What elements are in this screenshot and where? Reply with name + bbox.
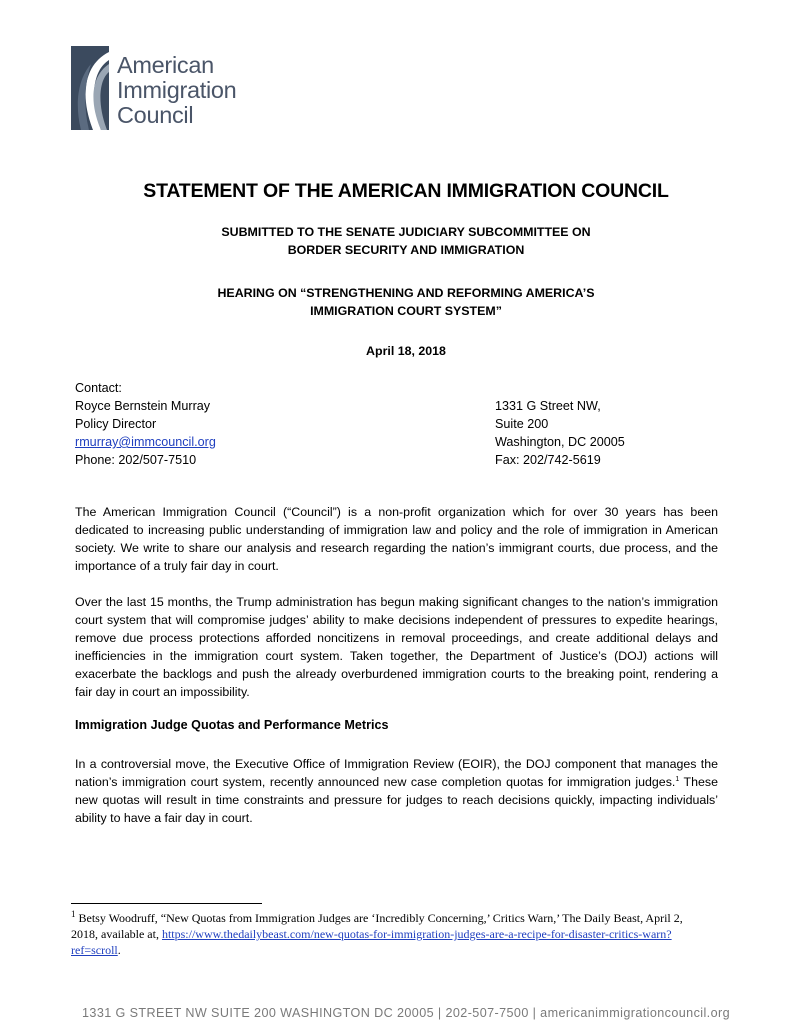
- contact-phone: Phone: 202/507-7510: [75, 453, 197, 467]
- body-paragraph-2: Over the last 15 months, the Trump administration has begun making significant changes to the nation’s immigration court system that will compromise judges’ ability to make decisions independent of pressures to expedite hearings, remove due process protections afforded noncitizens in removal proceedings, and create additional delays and inefficiencies in the immigration court system. Taken together, the Department of Justice’s (DOJ) actions will exacerbate the backlogs and push the already overburdened immigration courts to the breaking point, rendering a fair day in court an impossibility.: [75, 595, 718, 699]
- paragraph-3-text-end: These new quotas will result in time constraints and pressure for judges to reach decisions quickly, impacting individuals’ ability to have a fair day in court.: [75, 775, 718, 825]
- page-footer: 1331 G STREET NW SUITE 200 WASHINGTON DC 20005 | 202-507-7500 | americanimmigrationcouncil.org: [82, 1006, 730, 1020]
- contact-fax: Fax: 202/742-5619: [495, 453, 601, 467]
- contact-role: Policy Director: [75, 417, 157, 431]
- section-heading-quotas: Immigration Judge Quotas and Performance Metrics: [75, 718, 389, 732]
- contact-label: Contact:: [75, 381, 122, 395]
- footnote-separator: [71, 903, 262, 904]
- submitted-line-2: BORDER SECURITY AND IMMIGRATION: [287, 243, 525, 257]
- contact-name: Royce Bernstein Murray: [75, 399, 211, 413]
- footnote-mark: 1: [71, 909, 76, 919]
- footnote-reference[interactable]: 1: [675, 775, 680, 783]
- contact-block: [75, 379, 216, 469]
- logo-line-2: Immigration: [117, 77, 237, 103]
- submitted-line-1: SUBMITTED TO THE SENATE JUDICIARY SUBCOMMITTEE ON: [221, 225, 591, 239]
- organization-logo: [71, 46, 271, 132]
- document-title: STATEMENT OF THE AMERICAN IMMIGRATION COUNCIL: [143, 180, 669, 202]
- body-paragraph-3: [75, 755, 718, 827]
- logo-line-3: Council: [117, 102, 194, 128]
- footnote-1: [71, 910, 711, 958]
- submitted-heading: [0, 223, 812, 259]
- address-line-1: 1331 G Street NW,: [495, 399, 601, 413]
- footnote-url-link[interactable]: https://www.thedailybeast.com/new-quotas-for-immigration-judges-are-a-recipe-for-disaster-critics-warn?ref=scroll: [71, 927, 672, 957]
- body-paragraph-1: The American Immigration Council (“Council”) is a non-profit organization which for over 30 years has been dedicated to increasing public understanding of immigration law and policy and the role of immigration in American society. We write to share our analysis and research regarding the nation’s immigrant courts, due process, and the importance of a truly fair day in court.: [75, 505, 718, 573]
- footnote-text: Betsy Woodruff, “New Quotas from Immigration Judges are ‘Incredibly Concerning,’ Critics Warn,’ The Daily Beast, April 2, 2018, available at,: [71, 911, 683, 941]
- logo-mark-icon: [71, 46, 109, 130]
- hearing-heading: [0, 284, 812, 320]
- logo-line-1: American: [117, 52, 214, 78]
- footnote-end: .: [117, 943, 121, 957]
- logo-wordmark: [117, 53, 236, 128]
- address-line-3: Washington, DC 20005: [495, 435, 625, 449]
- paragraph-3-text-start: In a controversial move, the Executive Office of Immigration Review (EOIR), the DOJ component that manages the nation’s immigration court system, recently announced new case completion quotas for immigration judges.: [75, 757, 718, 789]
- hearing-line-2: IMMIGRATION COURT SYSTEM”: [310, 304, 502, 318]
- contact-email-link[interactable]: rmurray@immcouncil.org: [75, 435, 216, 449]
- hearing-line-1: HEARING ON “STRENGTHENING AND REFORMING AMERICA’S: [217, 286, 595, 300]
- address-block: [495, 397, 625, 469]
- address-line-2: Suite 200: [495, 417, 549, 431]
- statement-date: April 18, 2018: [366, 344, 446, 358]
